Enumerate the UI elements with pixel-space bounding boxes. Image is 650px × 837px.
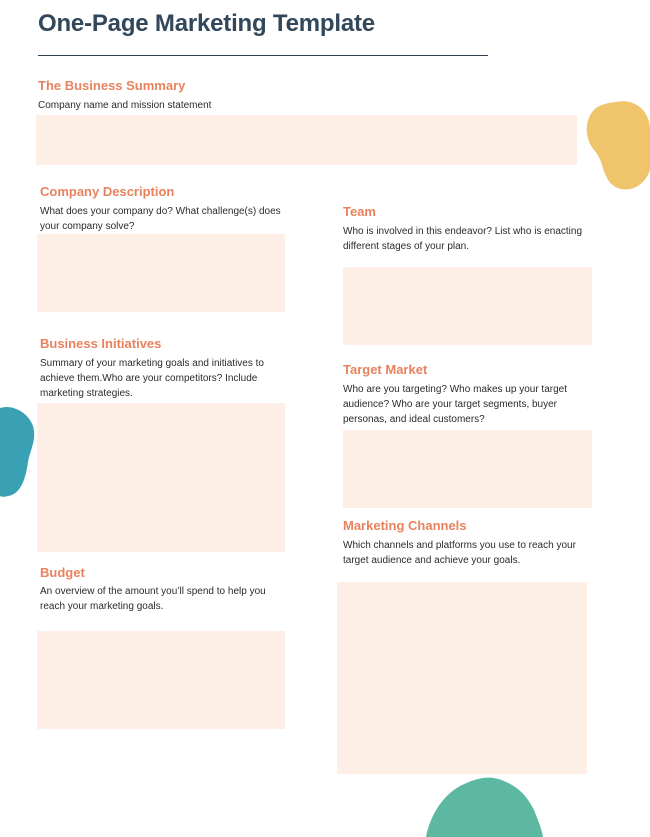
target-market-description: Who are you targeting? Who makes up your target audience? Who are your target segments, buyer personas, and ideal customers? [343, 384, 568, 425]
target-market-input-box[interactable] [343, 430, 592, 508]
company-description-heading: Company Description [40, 184, 175, 199]
team-input-box[interactable] [343, 267, 592, 345]
marketing-channels-description: Which channels and platforms you use to reach your target audience and achieve your goals. [343, 540, 576, 566]
team-description: Who is involved in this endeavor? List who is enacting different stages of your plan. [343, 226, 583, 252]
business-initiatives-input-box[interactable] [37, 403, 285, 552]
business-initiatives-heading: Business Initiatives [40, 336, 162, 351]
company-description-input-box[interactable] [37, 234, 285, 312]
title-divider [38, 55, 488, 56]
business-initiatives-description: Summary of your marketing goals and initiatives to achieve them.Who are your competitors? Include marketing strategies. [40, 358, 264, 399]
budget-heading: Budget [40, 565, 85, 580]
page-title: One-Page Marketing Template [38, 10, 375, 37]
company-description-text: What does your company do? What challenge(s) does your company solve? [40, 206, 281, 232]
marketing-channels-heading: Marketing Channels [343, 518, 467, 533]
budget-description: An overview of the amount you’ll spend to help you reach your marketing goals. [40, 586, 266, 612]
business-summary-heading: The Business Summary [38, 78, 186, 93]
business-summary-input-box[interactable] [36, 115, 577, 165]
marketing-channels-input-box[interactable] [337, 582, 587, 774]
green-blob-decoration [424, 776, 544, 837]
target-market-heading: Target Market [343, 362, 428, 377]
yellow-blob-decoration [584, 100, 650, 192]
budget-input-box[interactable] [37, 631, 285, 729]
team-heading: Team [343, 204, 376, 219]
business-summary-description: Company name and mission statement [38, 100, 212, 111]
teal-blob-decoration [0, 404, 36, 498]
